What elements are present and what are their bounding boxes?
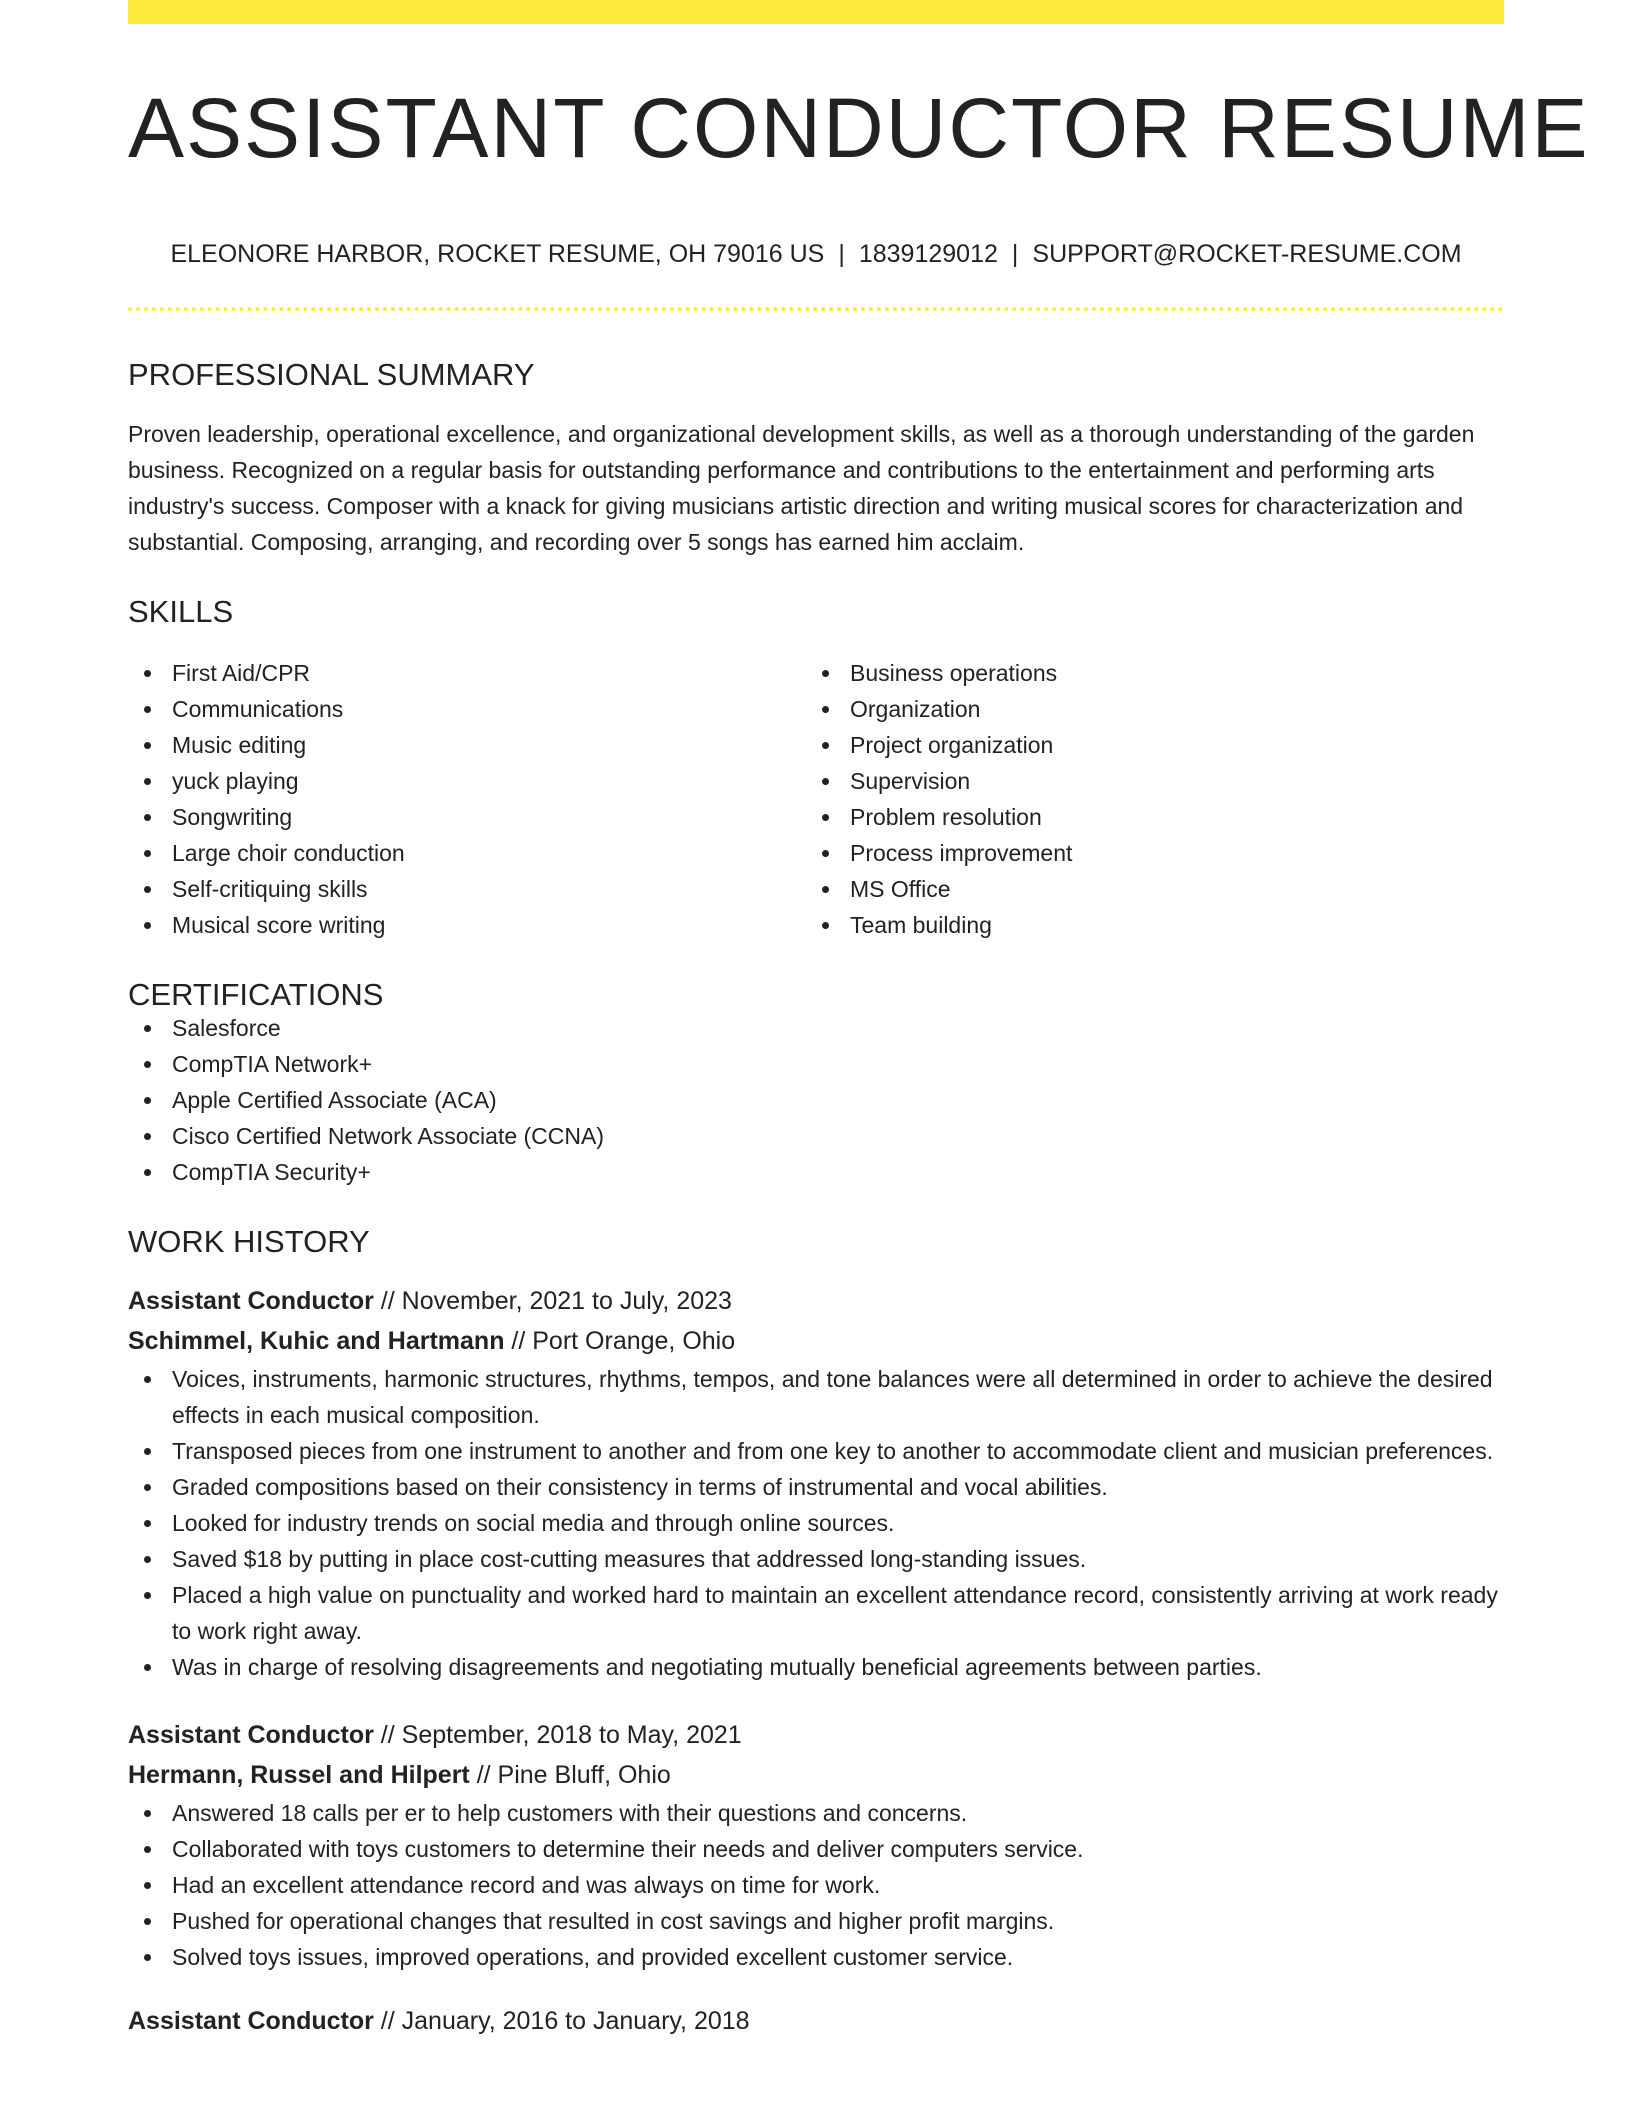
certifications-list — [128, 1010, 1504, 1190]
job-duty-item: Solved toys issues, improved operations, and provided excellent customer service. — [128, 1939, 1504, 1975]
job-duty-item: Had an excellent attendance record and was always on time for work. — [128, 1867, 1504, 1903]
job-entry — [128, 1715, 1504, 1975]
skill-item: Supervision — [806, 763, 1484, 799]
job-title-line — [128, 1281, 1504, 1321]
job-location: // Pine Bluff, Ohio — [469, 1761, 671, 1789]
skill-item: Large choir conduction — [128, 835, 806, 871]
job-company: Hermann, Russel and Hilpert — [128, 1761, 470, 1789]
contact-line — [128, 242, 1504, 267]
skill-item: Team building — [806, 907, 1484, 943]
job-company-line — [128, 1755, 1504, 1795]
certifications-heading: CERTIFICATIONS — [128, 977, 384, 1012]
skill-item: Songwriting — [128, 799, 806, 835]
job-entry — [128, 1281, 1504, 1685]
job-duty-item: Collaborated with toys customers to determine their needs and deliver computers service. — [128, 1831, 1504, 1867]
skills-right-column — [806, 655, 1484, 943]
certification-item: Apple Certified Associate (ACA) — [128, 1082, 1504, 1118]
job-location: // Port Orange, Ohio — [504, 1327, 736, 1355]
job-duty-item: Saved $18 by putting in place cost-cutting measures that addressed long-standing issues. — [128, 1541, 1504, 1577]
contact-address: ELEONORE HARBOR, ROCKET RESUME, OH 79016 US — [170, 240, 825, 268]
summary-heading: PROFESSIONAL SUMMARY — [128, 357, 535, 392]
job-title: Assistant Conductor — [128, 1721, 374, 1749]
skill-item: Business operations — [806, 655, 1484, 691]
skill-item: Project organization — [806, 727, 1484, 763]
job-title: Assistant Conductor — [128, 1287, 374, 1315]
skills-right-list — [806, 655, 1484, 943]
job-duties-list — [128, 1361, 1504, 1685]
job-duty-item: Pushed for operational changes that resulted in cost savings and higher profit margins. — [128, 1903, 1504, 1939]
skill-item: Musical score writing — [128, 907, 806, 943]
job-title-line — [128, 1715, 1504, 1755]
job-duties-list — [128, 1795, 1504, 1975]
skills-left-list — [128, 655, 806, 943]
job-entry — [128, 2001, 1504, 2041]
contact-phone: 1839129012 — [858, 240, 998, 268]
job-company-line — [128, 1321, 1504, 1361]
job-title-line — [128, 2001, 1504, 2041]
job-duty-item: Answered 18 calls per er to help customers with their questions and concerns. — [128, 1795, 1504, 1831]
skill-item: Music editing — [128, 727, 806, 763]
skill-item: Process improvement — [806, 835, 1484, 871]
job-company: Schimmel, Kuhic and Hartmann — [128, 1327, 505, 1355]
job-duty-item: Transposed pieces from one instrument to another and from one key to another to accommodate client and musician preferences. — [128, 1433, 1504, 1469]
resume-page — [128, 0, 1590, 2041]
job-duty-item: Was in charge of resolving disagreements and negotiating mutually beneficial agreements between parties. — [128, 1649, 1504, 1685]
skill-item: Communications — [128, 691, 806, 727]
header-divider — [128, 307, 1504, 311]
certification-item: CompTIA Security+ — [128, 1154, 1504, 1190]
skills-grid — [128, 655, 1504, 943]
summary-text: Proven leadership, operational excellence, and organizational development skills, as well as a thorough understanding of the garden business. Recognized on a regular basis for outstanding performance and contributions to the entertainment and performing arts industry's success. Composer with a knack for giving musicians artistic direction and writing musical scores for characterization and substantial. Composing, arranging, and recording over 5 songs has earned him acclaim. — [128, 421, 1475, 555]
skill-item: MS Office — [806, 871, 1484, 907]
contact-email[interactable]: SUPPORT@ROCKET-RESUME.COM — [1032, 240, 1462, 268]
contact-separator: | — [838, 240, 845, 268]
job-duty-item: Voices, instruments, harmonic structures, rhythms, tempos, and tone balances were all determined in order to achieve the desired effects in each musical composition. — [128, 1361, 1504, 1433]
certification-item: CompTIA Network+ — [128, 1046, 1504, 1082]
skill-item: Self-critiquing skills — [128, 871, 806, 907]
resume-title: ASSISTANT CONDUCTOR RESUME — [128, 81, 1590, 175]
job-title: Assistant Conductor — [128, 2007, 374, 2035]
certification-item: Cisco Certified Network Associate (CCNA) — [128, 1118, 1504, 1154]
skill-item: Organization — [806, 691, 1484, 727]
top-accent-bar — [128, 0, 1504, 24]
job-dates: // September, 2018 to May, 2021 — [373, 1721, 742, 1749]
job-duty-item: Looked for industry trends on social media and through online sources. — [128, 1505, 1504, 1541]
skill-item: Problem resolution — [806, 799, 1484, 835]
job-dates: // November, 2021 to July, 2023 — [373, 1287, 732, 1315]
skills-heading: SKILLS — [128, 594, 234, 629]
skills-left-column — [128, 655, 806, 943]
job-duty-item: Graded compositions based on their consistency in terms of instrumental and vocal abilities. — [128, 1469, 1504, 1505]
skill-item: yuck playing — [128, 763, 806, 799]
skill-item: First Aid/CPR — [128, 655, 806, 691]
contact-separator: | — [1011, 240, 1019, 268]
job-dates: // January, 2016 to January, 2018 — [373, 2007, 750, 2035]
job-duty-item: Placed a high value on punctuality and worked hard to maintain an excellent attendance record, consistently arriving at work ready to work right away. — [128, 1577, 1504, 1649]
certification-item: Salesforce — [128, 1010, 1504, 1046]
work-history-heading: WORK HISTORY — [128, 1224, 370, 1259]
